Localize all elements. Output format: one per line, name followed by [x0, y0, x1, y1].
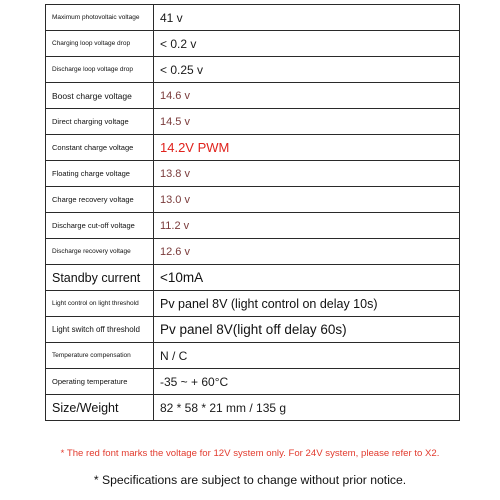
table-row [46, 213, 460, 239]
row-value: -35 ~ + 60°C [154, 369, 460, 395]
row-value: 41 v [154, 5, 460, 31]
row-value: 82 * 58 * 21 mm / 135 g [154, 395, 460, 421]
row-label: Charging loop voltage drop [46, 31, 154, 57]
row-label: Temperature compensation [46, 343, 154, 369]
row-label: Boost charge voltage [46, 83, 154, 109]
specification-table [45, 4, 460, 421]
table-row [46, 291, 460, 317]
red-font-footnote: * The red font marks the voltage for 12V system only. For 24V system, please refer to X2. [60, 448, 440, 459]
table-row [46, 369, 460, 395]
table-row [46, 317, 460, 343]
row-label: Light switch off threshold [46, 317, 154, 343]
row-label: Operating temperature [46, 369, 154, 395]
row-label: Floating charge voltage [46, 161, 154, 187]
row-label: Discharge recovery voltage [46, 239, 154, 265]
row-value: 13.0 v [154, 187, 460, 213]
change-notice-footnote: * Specifications are subject to change without prior notice. [93, 473, 407, 487]
row-label: Discharge loop voltage drop [46, 57, 154, 83]
table-row [46, 5, 460, 31]
table-row [46, 161, 460, 187]
table-row [46, 83, 460, 109]
row-label: Direct charging voltage [46, 109, 154, 135]
row-value: N / C [154, 343, 460, 369]
table-row [46, 57, 460, 83]
table-row [46, 239, 460, 265]
row-label: Discharge cut-off voltage [46, 213, 154, 239]
row-label: Constant charge voltage [46, 135, 154, 161]
row-label: Charge recovery voltage [46, 187, 154, 213]
row-value: 13.8 v [154, 161, 460, 187]
row-value: Pv panel 8V (light control on delay 10s) [154, 291, 460, 317]
row-value: Pv panel 8V(light off delay 60s) [154, 317, 460, 343]
row-label: Size/Weight [46, 395, 154, 421]
table-row [46, 265, 460, 291]
row-value-highlight: 14.2V PWM [154, 135, 460, 161]
row-value: 11.2 v [154, 213, 460, 239]
table-row [46, 135, 460, 161]
row-label: Maximum photovoltaic voltage [46, 5, 154, 31]
row-value: 12.6 v [154, 239, 460, 265]
row-value: < 0.25 v [154, 57, 460, 83]
table-row [46, 395, 460, 421]
table-row [46, 187, 460, 213]
row-label: Standby current [46, 265, 154, 291]
table-row [46, 109, 460, 135]
row-value: < 0.2 v [154, 31, 460, 57]
row-value: 14.5 v [154, 109, 460, 135]
table-row [46, 343, 460, 369]
row-value: <10mA [154, 265, 460, 291]
table-row [46, 31, 460, 57]
row-label: Light control on light threshold [46, 291, 154, 317]
row-value: 14.6 v [154, 83, 460, 109]
